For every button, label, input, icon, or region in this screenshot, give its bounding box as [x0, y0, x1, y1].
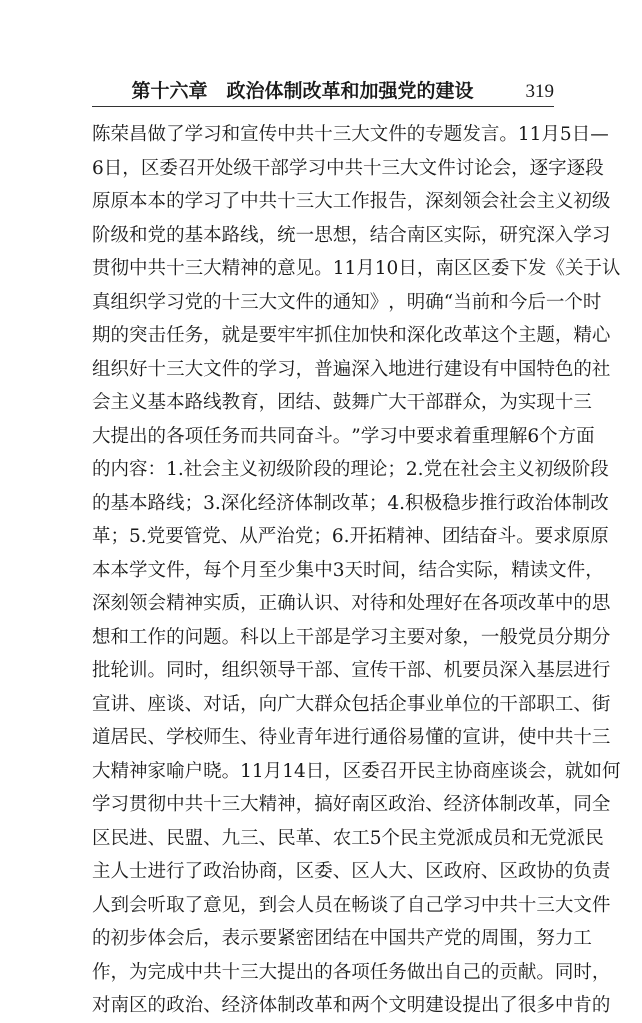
text-line: 原 原 本 本 的 学 习 了 中 共 十 三 大 工 作 报 告 ， 深 刻 领 会 社 会 主 义 初 级	[92, 191, 611, 212]
text-line: 区 民 进 、 民 盟 、 九 三 、 民 革 、 农 工 5 个 民 主 党 派 成 员 和 无 党 派 民	[92, 827, 604, 849]
text-line: 的 基 本 路 线 ； 3. 深 化 经 济 体 制 改 革 ； 4. 积 极 稳 步 推 行 政 治 体 制 改	[92, 492, 609, 514]
text-line: 道 居 民 、 学 校 师 生 、 待 业 青 年 进 行 通 俗 易 懂 的 宣 讲 ， 使 中 共 十 三	[92, 727, 611, 748]
text-line: 本 本 学 文 件 ， 每 个 月 至 少 集 中 3 天 时 间 ， 结 合 实 际 ， 精 读 文 件 ，	[92, 559, 604, 581]
text-line: 真 组 织 学 习 党 的 十 三 大 文 件 的 通 知 》 ， 明 确 “ 当 前 和 今 后 一 个 时	[92, 291, 602, 313]
text-line: 组 织 好 十 三 大 文 件 的 学 习 ， 普 遍 深 入 地 进 行 建 设 有 中 国 特 色 的 社	[92, 358, 611, 380]
text-line: 革 ； 5. 党 要 管 党 、 从 严 治 党 ； 6. 开 拓 精 神 、 团 结 奋 斗 。 要 求 原 原	[92, 526, 609, 547]
chapter-title: 第十六章 政治体制改革和加强党的建设	[131, 80, 474, 102]
text-line: 阶 级 和 党 的 基 本 路 线 ， 统 一 思 想 ， 结 合 南 区 实 际 ， 研 究 深 入 学 习	[92, 224, 611, 246]
text-line: 贯 彻 中 共 十 三 大 精 神 的 意 见 。 11 月 10 日 ， 南 区 区 委 下 发 《 关 于 认	[92, 258, 621, 279]
text-line: 期 的 突 击 任 务 ， 就 是 要 牢 牢 抓 住 加 快 和 深 化 改 革 这 个 主 题 ， 精 心	[92, 325, 611, 346]
text-line: 人 到 会 听 取 了 意 见 ， 到 会 人 员 在 畅 谈 了 自 己 学 习 中 共 十 三 大 文 件	[92, 894, 611, 916]
text-line: 大 提 出 的 各 项 任 务 而 共 同 奋 斗 。 ” 学 习 中 要 求 着 重 理 解 6 个 方 面	[92, 425, 595, 447]
text-line: 6 日 ， 区 委 召 开 处 级 干 部 学 习 中 共 十 三 大 文 件 讨 论 会 ， 逐 字 逐 段	[92, 157, 604, 179]
body-text	[92, 118, 621, 1023]
text-line: 对 南 区 的 政 治 、 经 济 体 制 改 革 和 两 个 文 明 建 设 提 出 了 很 多 中 肯 的	[92, 995, 611, 1016]
text-line: 想 和 工 作 的 问 题 。 科 以 上 干 部 是 学 习 主 要 对 象 ， 一 般 党 员 分 期 分	[92, 626, 611, 648]
running-header	[92, 78, 554, 107]
text-line: 深 刻 领 会 精 神 实 质 ， 正 确 认 识 、 对 待 和 处 理 好 在 各 项 改 革 中 的 思	[92, 593, 611, 614]
text-line: 会 主 义 基 本 路 线 教 育 ， 团 结 、 鼓 舞 广 大 干 部 群 众 ， 为 实 现 十 三	[92, 392, 592, 413]
text-line: 作 ， 为 完 成 中 共 十 三 大 提 出 的 各 项 任 务 做 出 自 己 的 贡 献 。 同 时 ，	[92, 961, 611, 983]
text-line: 学 习 贯 彻 中 共 十 三 大 精 神 ， 搞 好 南 区 政 治 、 经 济 体 制 改 革 ， 同 全	[92, 794, 611, 815]
text-line: 宣 讲 、 座 谈 、 对 话 ， 向 广 大 群 众 包 括 企 事 业 单 位 的 干 部 职 工 、 街	[92, 693, 611, 715]
page-number: 319	[525, 81, 554, 102]
text-line: 陈 荣 昌 做 了 学 习 和 宣 传 中 共 十 三 大 文 件 的 专 题 发 言 。 11 月 5 日 —	[92, 124, 609, 145]
text-line: 主 人 士 进 行 了 政 治 协 商 ， 区 委 、 区 人 大 、 区 政 府 、 区 政 协 的 负 责	[92, 861, 611, 882]
text-line: 批 轮 训 。 同 时 ， 组 织 领 导 干 部 、 宣 传 干 部 、 机 要 员 深 入 基 层 进 行	[92, 660, 611, 681]
text-line: 的 内 容 ： 1. 社 会 主 义 初 级 阶 段 的 理 论 ； 2. 党 在 社 会 主 义 初 级 阶 段	[92, 459, 609, 480]
text-line: 的 初 步 体 会 后 ， 表 示 要 紧 密 团 结 在 中 国 共 产 党 的 周 围 ， 努 力 工	[92, 928, 592, 949]
text-line: 大 精 神 家 喻 户 晓 。 11 月 14 日 ， 区 委 召 开 民 主 协 商 座 谈 会 ， 就 如 何	[92, 760, 621, 782]
